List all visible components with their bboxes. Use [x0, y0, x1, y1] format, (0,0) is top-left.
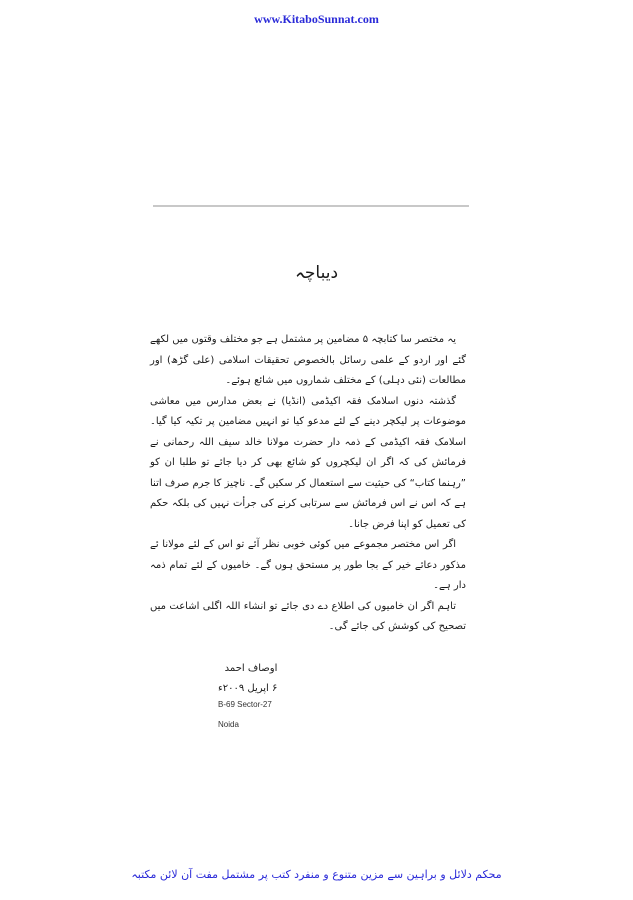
- site-url-link[interactable]: www.KitaboSunnat.com: [254, 12, 379, 26]
- signature-date: ۶ اپریل ۲۰۰۹ء: [218, 683, 278, 694]
- divider: [153, 205, 469, 207]
- signature-block: [218, 659, 277, 699]
- preface-body: [150, 330, 466, 638]
- author-name: اوصاف احمد: [224, 663, 278, 674]
- paragraph: تاہم اگر ان خامیوں کی اطلاع دے دی جائے تو انشاء اللہ اگلی اشاعت میں تصحیح کی کوشش کی جائے گی۔: [150, 600, 466, 632]
- paragraph: یہ مختصر سا کتابچہ ۵ مضامین پر مشتمل ہے جو مختلف وقتوں میں لکھے گئے اور اردو کے علمی رسائل بالخصوص تحقیقات اسلامی (علی گڑھ) اور مطالعات (نئی دہلی) کے مختلف شماروں میں شائع ہوئے۔: [150, 334, 466, 386]
- page-title: دیباچہ: [294, 263, 339, 283]
- address-line: B-69 Sector-27: [218, 700, 272, 709]
- address-city: Noida: [218, 720, 239, 729]
- paragraph: اگر اس مختصر مجموعے میں کوئی خوبی نظر آئے تو اس کے لئے مولانا ئے مذکور دعائے خیر کے بجا طور پر مستحق ہوں گے۔ خامیوں کے لئے تمام ذمہ دار ہے۔: [150, 539, 466, 591]
- footer-tagline: محکم دلائل و براہین سے مزین متنوع و منفرد کتب پر مشتمل مفت آن لائن مکتبہ: [131, 868, 502, 881]
- paragraph: گذشتہ دنوں اسلامک فقہ اکیڈمی (انڈیا) نے بعض مدارس میں معاشی موضوعات پر لیکچر دینے کے لئے مدعو کیا تو انہیں مضامین پر تکیہ کیا گیا۔ اسلامک فقہ اکیڈمی کے ذمہ دار حضرت مولانا خالد سیف اللہ رحمانی نے فرمائش کی کہ اگر ان لیکچروں کو شائع بھی کر دیا جائے تو طلبا ان کو ”رہنما کتاب“ کی حیثیت سے استعمال کر سکیں گے۔ ناچیز کا جرم صرف اتنا ہے کہ اس نے اس فرمائش سے سرتابی کرنے کی جرأت نہیں کی بلکہ حکم کی تعمیل کو اپنا فرض جانا۔: [150, 395, 466, 530]
